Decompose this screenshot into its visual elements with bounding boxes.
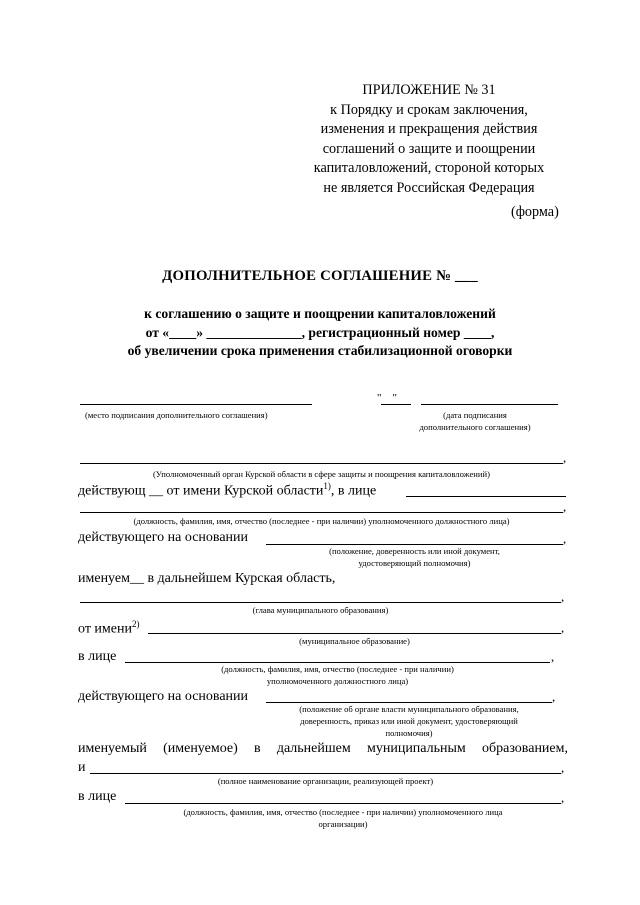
comma: , bbox=[561, 790, 565, 805]
municipal-official-caption bbox=[125, 663, 550, 687]
caption-line: полномочия) bbox=[385, 728, 433, 738]
comma: , bbox=[551, 649, 555, 664]
caption-line: (положение, доверенность или иной документ, bbox=[329, 546, 500, 556]
caption-line: дополнительного соглашения) bbox=[419, 422, 531, 432]
municipality-field[interactable] bbox=[148, 633, 561, 634]
form-label: (форма) bbox=[511, 204, 559, 220]
acting-text: действующ __ от имени Курской области bbox=[78, 483, 324, 499]
header-block bbox=[290, 81, 568, 198]
authorized-body-caption: (Уполномоченный орган Курской области в сфере защиты и поощрения капиталовложений) bbox=[153, 469, 490, 479]
comma: , bbox=[563, 450, 567, 465]
organization-official-field[interactable] bbox=[125, 803, 561, 804]
basis-document-caption bbox=[266, 545, 563, 569]
named-region-text: именуем__ в дальнейшем Курская область, bbox=[78, 571, 336, 586]
caption-line: (дата подписания bbox=[443, 410, 507, 420]
caption-line: удостоверяющий полномочия) bbox=[358, 558, 471, 568]
in-person-text: , в лице bbox=[330, 483, 377, 499]
caption-line: доверенность, приказ или иной документ, удостоверяющий bbox=[300, 716, 518, 726]
in-person-label: в лице bbox=[78, 649, 117, 664]
representative-field[interactable] bbox=[406, 496, 566, 497]
comma: , bbox=[561, 589, 565, 604]
document-title: ДОПОЛНИТЕЛЬНОЕ СОГЛАШЕНИЕ № ___ bbox=[162, 268, 478, 284]
acting-basis-label: действующего на основании bbox=[78, 530, 249, 545]
official-position-caption: (должность, фамилия, имя, отчество (последнее - при наличии) уполномоченного должностного лица) bbox=[133, 516, 510, 526]
date-day-field[interactable] bbox=[381, 404, 411, 405]
footnote-ref: 2) bbox=[131, 619, 140, 629]
official-position-field[interactable] bbox=[80, 512, 563, 513]
caption-line: организации) bbox=[318, 819, 368, 829]
appendix-title: ПРИЛОЖЕНИЕ № 31 bbox=[362, 82, 496, 98]
municipal-head-caption: (глава муниципального образования) bbox=[252, 605, 389, 615]
municipality-caption: (муниципальное образование) bbox=[299, 636, 410, 646]
place-of-signing-caption: (место подписания дополнительного соглашения) bbox=[85, 410, 268, 420]
header-line: соглашений о защите и поощрении bbox=[322, 140, 536, 157]
header-line: к Порядку и срокам заключения, bbox=[330, 101, 528, 118]
subtitle-line: об увеличении срока применения стабилизационной оговорки bbox=[127, 343, 513, 358]
comma: , bbox=[561, 620, 565, 635]
acting-basis-label: действующего на основании bbox=[78, 689, 249, 704]
acting-on-behalf-line bbox=[78, 481, 376, 500]
footnote-ref: 1) bbox=[323, 481, 331, 491]
on-behalf-line bbox=[78, 619, 139, 638]
caption-line: уполномоченного должностного лица) bbox=[266, 676, 409, 686]
and-label: и bbox=[78, 760, 86, 775]
authorized-body-field[interactable] bbox=[80, 463, 563, 464]
municipal-head-field[interactable] bbox=[80, 602, 561, 603]
organization-official-caption bbox=[125, 806, 561, 830]
place-of-signing-field[interactable] bbox=[80, 404, 312, 405]
comma: , bbox=[561, 760, 565, 775]
organization-caption: (полное наименование организации, реализующей проект) bbox=[217, 776, 434, 786]
caption-line: (должность, фамилия, имя, отчество (последнее - при наличии) bbox=[221, 664, 454, 674]
in-person-label: в лице bbox=[78, 789, 117, 804]
on-behalf-text: от имени bbox=[78, 621, 132, 637]
header-line: не является Российская Федерация bbox=[323, 179, 535, 196]
date-of-signing-caption bbox=[370, 409, 580, 433]
date-quotes: " " bbox=[377, 392, 397, 404]
caption-line: (должность, фамилия, имя, отчество (последнее - при наличии) уполномоченного лица bbox=[183, 807, 503, 817]
comma: , bbox=[563, 531, 567, 546]
comma: , bbox=[563, 499, 567, 514]
caption-line: (положение об органе власти муниципального образования, bbox=[299, 704, 519, 714]
document-subtitle bbox=[0, 305, 640, 361]
date-month-field[interactable] bbox=[421, 404, 558, 405]
municipal-basis-caption bbox=[256, 703, 562, 739]
subtitle-line: к соглашению о защите и поощрении капиталовложений bbox=[144, 306, 496, 321]
named-municipal-text: именуемый (именуемое) в дальнейшем муниципальным образованием, bbox=[78, 741, 568, 756]
comma: , bbox=[552, 689, 556, 704]
subtitle-line: от «____» ______________, регистрационный номер ____, bbox=[145, 324, 495, 340]
header-line: изменения и прекращения действия bbox=[320, 121, 538, 137]
organization-field[interactable] bbox=[90, 773, 561, 774]
header-line: капиталовложений, стороной которых bbox=[313, 160, 545, 176]
